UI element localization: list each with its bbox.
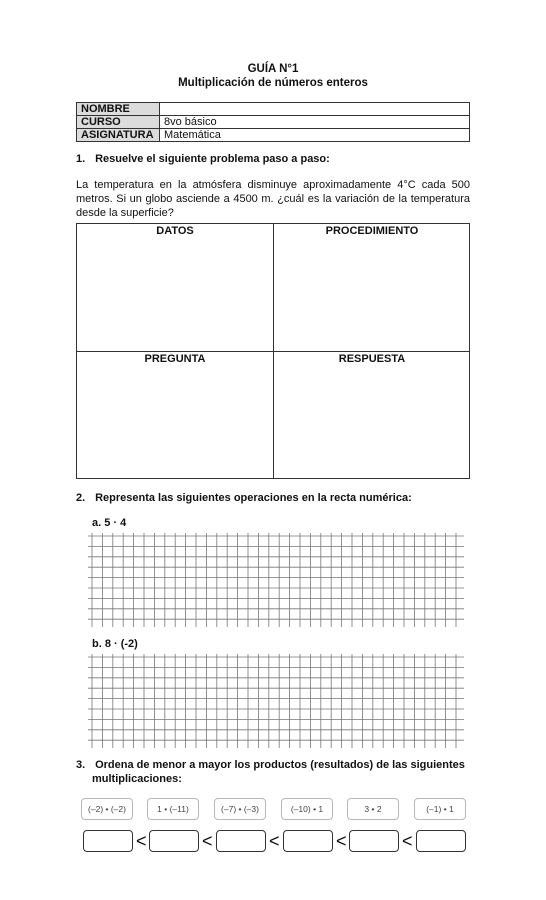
table-row [77, 129, 470, 142]
curso-label: CURSO [77, 116, 160, 129]
exercise-a-label: a. 5 · 4 [92, 517, 127, 529]
question-number: 2. [76, 492, 86, 504]
pregunta-header: PREGUNTA [144, 353, 206, 365]
less-than-sign: < [202, 831, 213, 851]
less-than-sign: < [336, 831, 347, 851]
less-than-sign: < [136, 831, 147, 851]
table-row [77, 116, 470, 129]
datos-header: DATOS [156, 225, 194, 237]
curso-value: 8vo básico [160, 116, 470, 129]
product-chip[interactable]: (–1) • 1 [414, 798, 466, 820]
question-text: Ordena de menor a mayor los productos (resultados) de las siguientes [95, 759, 465, 771]
answer-box-6[interactable] [416, 830, 466, 852]
less-than-sign: < [269, 831, 280, 851]
asignatura-value: Matemática [160, 129, 470, 142]
page-title: GUÍA N°1 [247, 63, 299, 75]
answer-box-4[interactable] [283, 830, 333, 852]
procedimiento-header: PROCEDIMIENTO [325, 225, 419, 237]
exercise-b-label: b. 8 · (-2) [92, 638, 138, 650]
problem-statement: La temperatura en la atmósfera disminuye aproximadamente 4°C cada 500 metros. Si un globo asciende a 4500 m. ¿cuál es la variación de la temperatura desde la superficie? [76, 179, 470, 219]
product-chip[interactable]: (–7) • (–3) [214, 798, 266, 820]
answer-box-1[interactable] [83, 830, 133, 852]
question-3 [76, 758, 465, 772]
product-chip[interactable]: (–10) • 1 [281, 798, 333, 820]
answer-box-2[interactable] [149, 830, 199, 852]
table-row [77, 103, 470, 116]
question-number: 3. [76, 759, 86, 771]
answer-box-3[interactable] [216, 830, 266, 852]
student-info-table [76, 102, 470, 142]
answer-box-5[interactable] [349, 830, 399, 852]
number-line-grid-b[interactable] [88, 654, 464, 748]
nombre-field[interactable] [160, 103, 470, 116]
product-chip[interactable]: 3 • 2 [347, 798, 399, 820]
problem-solving-grid [76, 223, 470, 479]
question-number: 1. [76, 153, 86, 165]
question-1 [76, 152, 330, 166]
product-chip[interactable]: (–2) • (–2) [81, 798, 133, 820]
question-text: Representa las siguientes operaciones en la recta numérica: [95, 492, 412, 504]
question-text: Resuelve el siguiente problema paso a paso: [95, 153, 330, 165]
grid-divider [77, 351, 469, 352]
question-2 [76, 491, 412, 505]
respuesta-header: RESPUESTA [338, 353, 406, 365]
page-subtitle: Multiplicación de números enteros [178, 77, 368, 89]
nombre-label: NOMBRE [77, 103, 160, 116]
less-than-sign: < [402, 831, 413, 851]
number-line-grid-a[interactable] [88, 533, 464, 627]
question-3-continued: multiplicaciones: [92, 773, 182, 785]
product-chip[interactable]: 1 • (–11) [147, 798, 199, 820]
asignatura-label: ASIGNATURA [77, 129, 160, 142]
